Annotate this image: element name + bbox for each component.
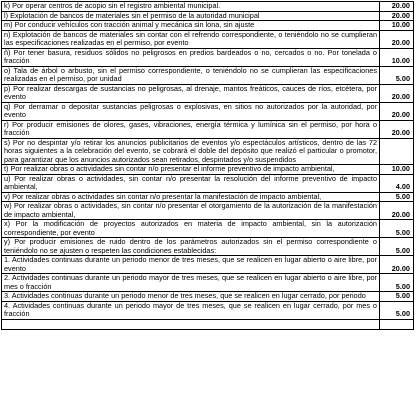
table-row bbox=[2, 30, 414, 48]
fee-description: p) Por realizar descargas de sustancias no peligrosas, al drenaje, mantos freáticos, cauces de ríos, etcétera, por evento bbox=[2, 84, 380, 102]
table-row bbox=[2, 120, 414, 138]
fees-table-body bbox=[2, 2, 414, 330]
table-row bbox=[2, 220, 414, 238]
fee-description: x) Por la modificación de proyectos autorizados en materia de impacto ambiental, sin la autorización correspondiente, por evento bbox=[2, 220, 380, 238]
table-row bbox=[2, 66, 414, 84]
table-row bbox=[2, 48, 414, 66]
fee-description: m) Por conducir vehículos con tracción animal y mecánica sin lona, sin ajuste bbox=[2, 21, 380, 31]
fee-amount: 10.00 bbox=[380, 165, 414, 175]
fee-amount bbox=[380, 138, 414, 165]
fee-description: 4. Actividades continuas durante un periodo mayor de tres meses, que se realicen en lugar cerrado, por mes o fracción bbox=[2, 301, 380, 319]
fee-amount: 5.00 bbox=[380, 301, 414, 319]
fee-amount: 5.00 bbox=[380, 192, 414, 202]
fee-description: s) Por no despintar y/o retirar los anuncios publicitarios de eventos y/o espectáculos artísticos, dentro de las 72 horas siguientes a la celebración del evento, se cobrará el doble del depósito que realizó el particular o promotor, para garantizar que los anuncios autorizados sean retirados, despintados y/o suspendidos bbox=[2, 138, 380, 165]
fee-description: u) Por realizar obras o actividades, sin contar n/o presentar la resolución del informe preventivo de impacto ambiental, bbox=[2, 174, 380, 192]
fee-description: v) Por realizar obras o actividades sin contar n/o presentar la manifestación de impacto ambiental, bbox=[2, 192, 380, 202]
fee-amount: 5.00 bbox=[380, 66, 414, 84]
table-row bbox=[2, 84, 414, 102]
table-row bbox=[2, 2, 414, 12]
table-row bbox=[2, 174, 414, 192]
fee-amount: 20.00 bbox=[380, 30, 414, 48]
table-row bbox=[2, 138, 414, 165]
table-row bbox=[2, 301, 414, 319]
fee-description: ñ) Por tener basura, residuos sólidos no peligrosos en predios bardeados o no, cercados o no. Por tonelada o fracción bbox=[2, 48, 380, 66]
fee-description: 3. Actividades continuas durante un periodo menor de tres meses, que se realicen en lugar cerrado, por periodo bbox=[2, 292, 380, 302]
table-row bbox=[2, 102, 414, 120]
fee-amount: 20.00 bbox=[380, 102, 414, 120]
fee-amount: 20.00 bbox=[380, 84, 414, 102]
fee-description: w) Por realizar obras o actividades, sin contar n/o presentar el otorgamiento de la autorización de la manifestación de impacto ambiental, bbox=[2, 202, 380, 220]
fee-description: q) Por derramar o depositar sustancias peligrosas o explosivas, en sitios no autorizados por la autoridad, por evento bbox=[2, 102, 380, 120]
fee-description bbox=[2, 319, 380, 329]
fee-description: r) Por producir emisiones de olores, gases, vibraciones, energía térmica y lumínica sin el permiso, por hora o fracción bbox=[2, 120, 380, 138]
table-row bbox=[2, 256, 414, 274]
table-row bbox=[2, 238, 414, 256]
fee-amount: 20.00 bbox=[380, 202, 414, 220]
fee-description: 2. Actividades continuas durante un periodo mayor de tres meses, que se realicen en lugar abierto o aire libre, por mes o fracción bbox=[2, 274, 380, 292]
fee-description: 1. Actividades continuas durante un periodo menor de tres meses, que se realicen en lugar abierto o aire libre, por evento bbox=[2, 256, 380, 274]
fee-description: o) Tala de árbol o arbusto, sin el permiso correspondiente, o teniéndolo no se cumplieran las especificaciones realizadas en el permiso, por unidad bbox=[2, 66, 380, 84]
fee-description: y) Por producir emisiones de ruido dentro de los parámetros autorizados sin el permiso correspondiente o teniéndolo no se ajusten o respeten las condiciones establecidas: bbox=[2, 238, 380, 256]
fee-description: l) Explotación de bancos de materiales sin el permiso de la autoridad municipal bbox=[2, 11, 380, 21]
fee-amount: 5.00 bbox=[380, 238, 414, 256]
fee-amount: 4.00 bbox=[380, 174, 414, 192]
table-row bbox=[2, 21, 414, 31]
table-row bbox=[2, 165, 414, 175]
table-row bbox=[2, 274, 414, 292]
table-row bbox=[2, 319, 414, 329]
fee-description: t) Por realizar obras o actividades sin contar n/o presentar el informe preventivo de impacto ambiental, bbox=[2, 165, 380, 175]
fee-amount: 5.00 bbox=[380, 220, 414, 238]
fee-amount: 20.00 bbox=[380, 256, 414, 274]
fees-table bbox=[1, 1, 414, 330]
fee-amount: 20.00 bbox=[380, 2, 414, 12]
fee-amount: 10.00 bbox=[380, 48, 414, 66]
fee-amount: 20.00 bbox=[380, 11, 414, 21]
fee-amount: 20.00 bbox=[380, 120, 414, 138]
fee-amount: 5.00 bbox=[380, 274, 414, 292]
fee-description: n) Explotación de bancos de materiales sin contar con el refrendo correspondiente, o teniéndolo no se cumplieran las especificaciones realizadas en el permiso, por evento bbox=[2, 30, 380, 48]
table-row bbox=[2, 292, 414, 302]
fee-amount: 5.00 bbox=[380, 292, 414, 302]
fee-description: k) Por operar centros de acopio sin el registro ambiental municipal. bbox=[2, 2, 380, 12]
table-row bbox=[2, 202, 414, 220]
fee-amount bbox=[380, 319, 414, 329]
fee-amount: 10.00 bbox=[380, 21, 414, 31]
